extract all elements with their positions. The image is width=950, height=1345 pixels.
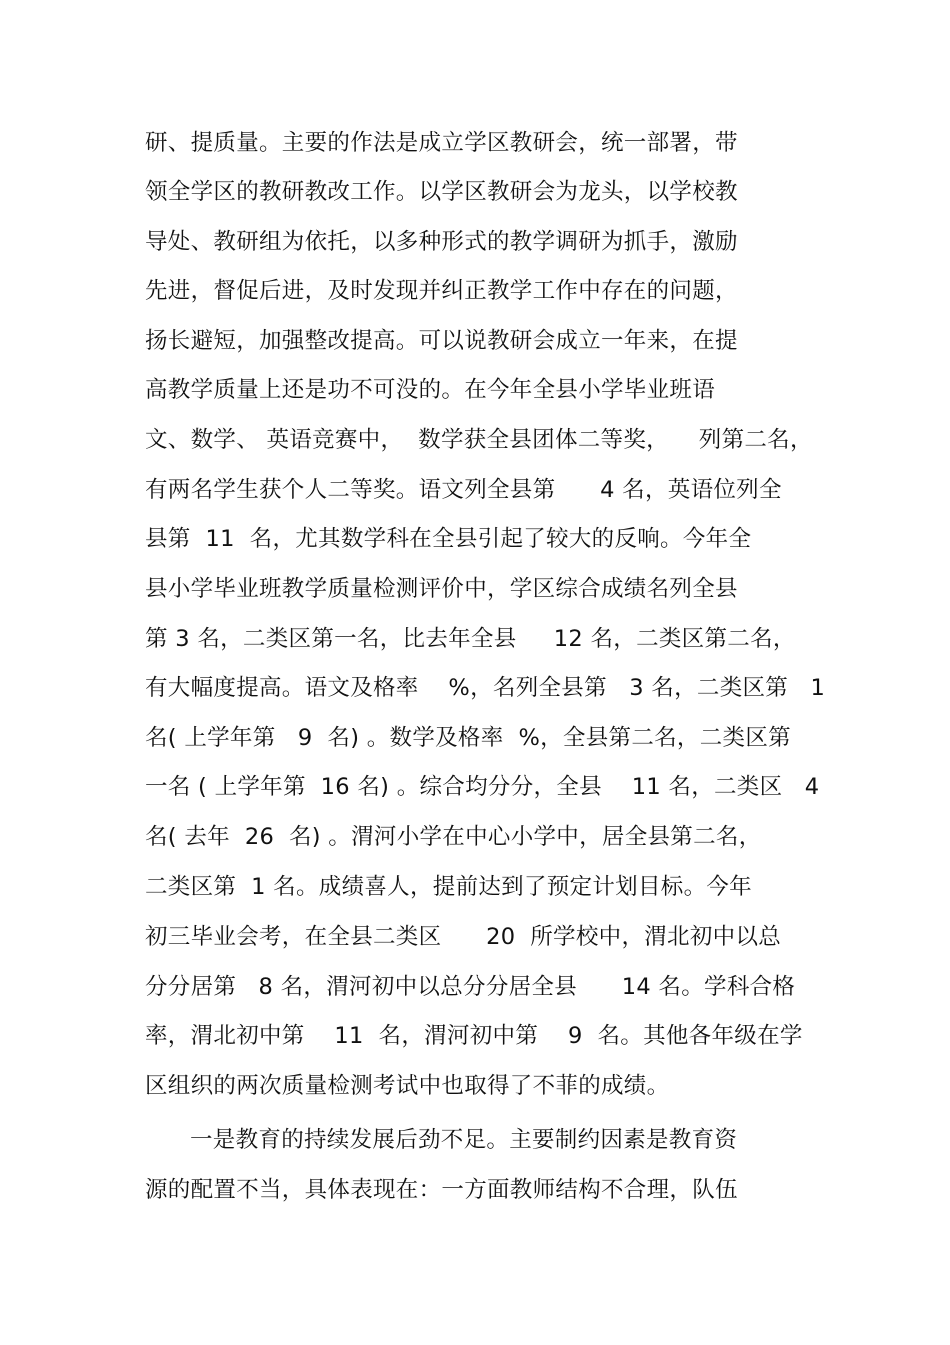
paragraph-line: 名( 上学年第 9 名) 。数学及格率 %，全县第二名，二类区第 <box>145 725 791 751</box>
paragraph-line: 县第 11 名，尤其数学科在全县引起了较大的反响。今年全 <box>145 526 752 552</box>
paragraph-line: 分分居第 8 名，渭河初中以总分分居全县 14 名。学科合格 <box>145 974 796 1000</box>
paragraph-line: 县小学毕业班教学质量检测评价中，学区综合成绩名列全县 <box>145 576 738 602</box>
paragraph-line: 源的配置不当，具体表现在：一方面教师结构不合理，队伍 <box>145 1177 738 1203</box>
paragraph-line: 一是教育的持续发展后劲不足。主要制约因素是教育资 <box>190 1127 738 1153</box>
paragraph-line: 第 3 名，二类区第一名，比去年全县 12 名，二类区第二名， <box>145 626 796 652</box>
paragraph-line: 有大幅度提高。语文及格率 %，名列全县第 3 名，二类区第 1 <box>145 675 826 701</box>
paragraph-line: 先进，督促后进，及时发现并纠正教学工作中存在的问题， <box>145 278 738 304</box>
paragraph-line: 一名 ( 上学年第 16 名) 。综合均分分，全县 11 名，二类区 4 <box>145 774 820 800</box>
paragraph-line: 率，渭北初中第 11 名，渭河初中第 9 名。其他各年级在学 <box>145 1023 803 1049</box>
paragraph-line: 扬长避短，加强整改提高。可以说教研会成立一年来，在提 <box>145 328 738 354</box>
paragraph-line: 有两名学生获个人二等奖。语文列全县第 4 名，英语位列全 <box>145 477 782 503</box>
paragraph-line: 初三毕业会考，在全县二类区 20 所学校中，渭北初中以总 <box>145 924 782 950</box>
paragraph-line: 研、提质量。主要的作法是成立学区教研会，统一部署，带 <box>145 130 738 156</box>
paragraph-line: 文、数学、 英语竞赛中， 数学获全县团体二等奖， 列第二名， <box>145 427 813 453</box>
paragraph-line: 高教学质量上还是功不可没的。在今年全县小学毕业班语 <box>145 377 716 403</box>
paragraph-line: 名( 去年 26 名) 。渭河小学在中心小学中，居全县第二名， <box>145 824 762 850</box>
paragraph-line: 领全学区的教研教改工作。以学区教研会为龙头，以学校教 <box>145 179 738 205</box>
paragraph-line: 导处、教研组为依托，以多种形式的教学调研为抓手，激励 <box>145 229 738 255</box>
paragraph-line: 二类区第 1 名。成绩喜人，提前达到了预定计划目标。今年 <box>145 874 752 900</box>
paragraph-line: 区组织的两次质量检测考试中也取得了不菲的成绩。 <box>145 1073 670 1099</box>
